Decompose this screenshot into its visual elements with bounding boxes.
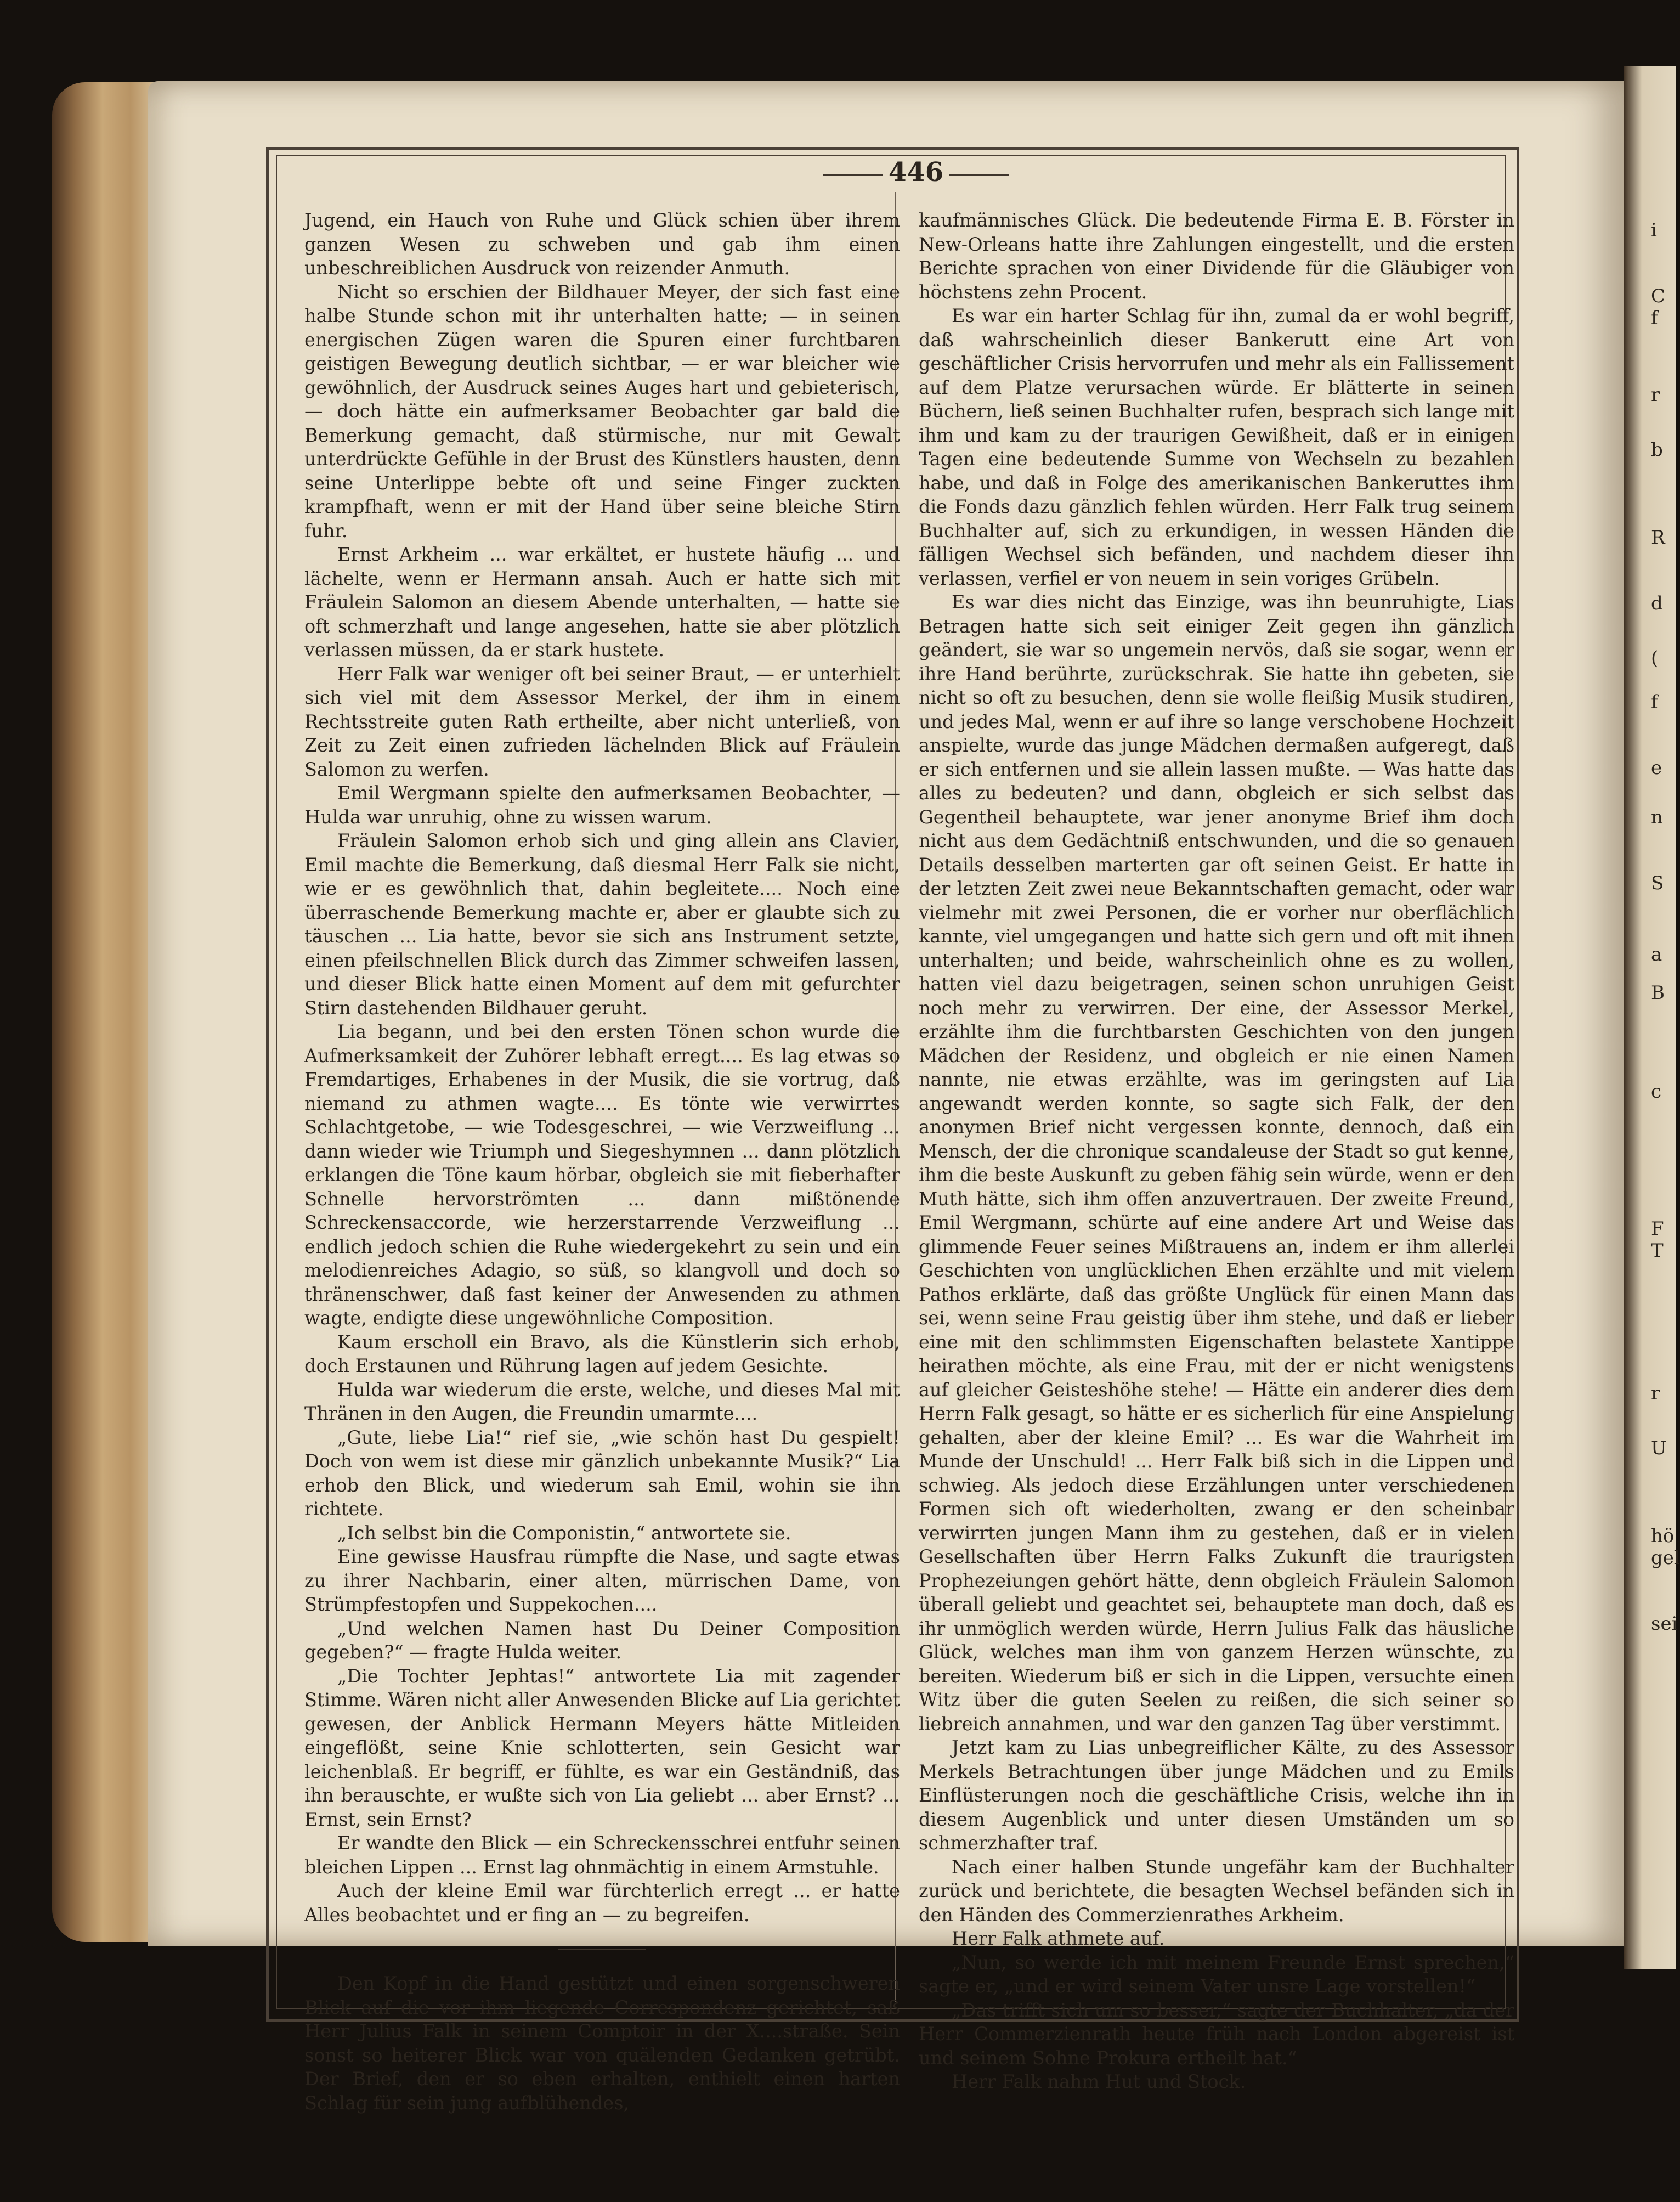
- paragraph: Den Kopf in die Hand gestützt und einen sorgenschweren Blick auf die vor ihm liegende Correspondenz gerichtet, saß Herr Julius Falk in seinem Comptoir in der X....straße. Sein sonst so heiterer Blick war von quälenden Gedanken getrübt. Der Brief, den er so eben erhalten, enthielt einen harten Schlag für sein jung aufblühendes,: [304, 1973, 900, 2114]
- paragraph: Fräulein Salomon erhob sich und ging allein ans Clavier, Emil machte die Bemerkung, daß diesmal Herr Falk sie nicht, wie er es gewöhnlich that, dahin begleitete.... Noch eine überraschende Bemerkung machte er, aber er glaubte sich zu täuschen ... Lia hatte, bevor sie sich ans Instrument setzte, einen pfeilschnellen Blick durch das Zimmer schweifen lassen, und dieser Blick hatte einen Moment auf dem mit gefurchter Stirn dastehenden Bildhauer geruht.: [304, 830, 900, 1019]
- next-page-fragment: r: [1651, 384, 1660, 406]
- next-page-fragment: S: [1651, 872, 1664, 894]
- paragraph: Jugend, ein Hauch von Ruhe und Glück schien über ihrem ganzen Wesen zu schweben und gab ihm einen unbeschreiblichen Ausdruck von reizender Anmuth.: [304, 210, 900, 279]
- next-page-fragment: c: [1651, 1081, 1662, 1103]
- next-page-fragment: a: [1651, 944, 1662, 966]
- page-number: 446: [888, 157, 944, 188]
- next-page-fragment: hö: [1651, 1525, 1675, 1547]
- paragraph: Emil Wergmann spielte den aufmerksamen Beobachter, — Hulda war unruhig, ohne zu wissen warum.: [304, 782, 900, 828]
- right-column: [919, 208, 1514, 2094]
- header-rule-right: [949, 174, 1009, 176]
- next-page-fragment: r: [1651, 1382, 1660, 1404]
- paragraph: „Ich selbst bin die Componistin,“ antwortete sie.: [337, 1522, 791, 1544]
- paragraph: Nicht so erschien der Bildhauer Meyer, der sich fast eine halbe Stunde schon mit ihr unterhalten hatte; — in seinen energischen Zügen waren die Spuren einer furchtbaren geistigen Bewegung deutlich sichtbar, — er war bleicher wie gewöhnlich, der Ausdruck seines Auges hart und gebieterisch, — doch hätte ein aufmerksamer Beobachter gar bald die Bemerkung gemacht, daß stürmische, nur mit Gewalt unterdrückte Gefühle in der Brust des Künstlers hausten, denn seine Unterlippe bebte oft und seine Finger zuckten krampfhaft, wenn er mit der Hand über seine bleiche Stirn fuhr.: [304, 281, 900, 541]
- paragraph: kaufmännisches Glück. Die bedeutende Firma E. B. Förster in New-Orleans hatte ihre Zahlungen eingestellt, und die ersten Berichte sprachen von einer Dividende für die Gläubiger von höchstens zehn Procent.: [919, 210, 1514, 303]
- next-page-fragment: e: [1651, 757, 1662, 779]
- paragraph: Er wandte den Blick — ein Schreckensschrei entfuhr seinen bleichen Lippen ... Ernst lag ohnmächtig in einem Armstuhle.: [304, 1832, 900, 1878]
- next-page-fragment: R: [1651, 527, 1665, 549]
- paragraph: „Die Tochter Jephtas!“ antwortete Lia mit zagender Stimme. Wären nicht aller Anwesenden Blicke auf Lia gerichtet gewesen, der Anblick Hermann Meyers hätte Mitleiden eingeflößt, seine Knie schlotterten, sein Gesicht war leichenblaß. Er begriff, er fühlte, es war ein Geständniß, das ihn berauschte, er wußte sich von Lia geliebt ... aber Ernst? ... Ernst, sein Ernst?: [304, 1665, 900, 1830]
- next-page-fragment: sei: [1651, 1613, 1678, 1635]
- paragraph: Auch der kleine Emil war fürchterlich erregt ... er hatte Alles beobachtet und er fing an — zu begreifen.: [304, 1880, 900, 1926]
- next-page-fragment: B: [1651, 982, 1665, 1004]
- next-page-fragment: f: [1651, 691, 1658, 713]
- paragraph: Es war ein harter Schlag für ihn, zumal da er wohl begriff, daß wahrscheinlich dieser Bankerutt eine Art von geschäftlicher Crisis hervorrufen und mehr als ein Fallissement auf dem Platze verursachen würde. Er blätterte in seinen Büchern, ließ seinen Buchhalter rufen, besprach sich lange mit ihm und kam zu der traurigen Gewißheit, daß er in einigen Tagen eine bedeutende Summe von Wechseln zu bezahlen habe, und daß in Folge des amerikanischen Bankeruttes ihm die Fonds dazu gänzlich fehlen würden. Herr Falk trug seinem Buchhalter auf, sich zu erkundigen, in wessen Händen die fälligen Wechsel sich befänden, und nachdem dieser ihn verlassen, verfiel er von neuem in sein voriges Grübeln.: [919, 305, 1514, 589]
- next-page-fragment: F: [1651, 1218, 1664, 1240]
- paragraph: Hulda war wiederum die erste, welche, und dieses Mal mit Thränen in den Augen, die Freundin umarmte....: [304, 1379, 900, 1424]
- paragraph: Ernst Arkheim ... war erkältet, er hustete häufig ... und lächelte, wenn er Hermann ansah. Auch er hatte sich mit Fräulein Salomon an diesem Abende unterhalten, — hatte sie oft schmerzhaft und lange angesehen, hatte sie aber plötzlich verlassen müssen, da er stark hustete.: [304, 544, 900, 660]
- section-divider-rule: [558, 1949, 646, 1950]
- next-page-fragment: f: [1651, 307, 1658, 329]
- paragraph: Eine gewisse Hausfrau rümpfte die Nase, und sagte etwas zu ihrer Nachbarin, einer alten, mürrischen Dame, von Strümpfestopfen und Suppekochen....: [304, 1546, 900, 1615]
- next-page-fragment: gel: [1651, 1547, 1680, 1569]
- paragraph: Jetzt kam zu Lias unbegreiflicher Kälte, zu des Assessor Merkels Betrachtungen über junge Mädchen und zu Emils Einflüsterungen noch die geschäftliche Crisis, welche ihn in diesem Augenblick und unter diesen Umständen um so schmerzhafter traf.: [919, 1737, 1514, 1854]
- next-page-fragment: T: [1651, 1240, 1664, 1262]
- paragraph: Herr Falk athmete auf.: [952, 1928, 1165, 1949]
- paragraph: „Nun, so werde ich mit meinem Freunde Ernst sprechen,“ sagte er, „und er wird seinem Vater unsre Lage vorstellen!“: [919, 1951, 1514, 1997]
- paragraph: Es war dies nicht das Einzige, was ihn beunruhigte, Lias Betragen hatte sich seit einiger Zeit gegen ihn gänzlich geändert, sie war so ungemein nervös, daß sie sogar, wenn er ihre Hand berührte, zurückschrak. Sie hatte ihn gebeten, sie nicht so oft zu besuchen, denn sie wolle fleißig Musik studiren, und jedes Mal, wenn er auf ihre so lange verschobene Hochzeit anspielte, wurde das junge Mädchen dermaßen aufgeregt, daß er sich entfernen und sie allein lassen mußte. — Was hatte das alles zu bedeuten? und dann, obgleich er sich selbst das Gegentheil behauptete, war jener anonyme Brief ihm doch nicht aus dem Gedächtniß entschwunden, und die so genauen Details desselben marterten gar oft seinen Geist. Er hatte in der letzten Zeit zwei neue Bekanntschaften gemacht, oder war vielmehr mit zwei Personen, die er vorher nur oberflächlich kannte, viel umgegangen und hatte sich gern und oft mit ihnen unterhalten; und beide, wahrscheinlich ohne es zu wollen, hatten viel dazu beigetragen, seinen schon unruhigen Geist noch mehr zu verwirren. Der eine, der Assessor Merkel, erzählte ihm die furchtbarsten Geschichten von den jungen Mädchen der Residenz, und obgleich er nie einen Namen nannte, nie etwas erzählte, was im geringsten auf Lia angewandt werden konnte, so sagte sich Falk, der den anonymen Brief nicht vergessen konnte, dennoch, daß ein Mensch, der die chronique scandaleuse der Stadt so gut kenne, ihm die beste Auskunft zu geben fähig sein würde, wenn er den Muth hätte, sich ihm offen anzuvertrauen. Der zweite Freund, Emil Wergmann, schürte auf eine andere Art und Weise das glimmende Feuer seines Mißtrauens an, indem er ihm allerlei Geschichten von unglücklichen Ehen erzählte und mit vielem Pathos erklärte, daß das größte Unglück für einen Mann das sei, wenn seine Frau geistig über ihm stehe, und daß er lieber eine mit den schlimmsten Eigenschaften belastete Xantippe heirathen möchte, als eine Frau, mit der er nicht wenigstens auf gleicher Geisteshöhe stehe! — Hätte ein anderer dies dem Herrn Falk gesagt, so hätte er es sicherlich für eine Anspielung gehalten, aber der kleine Emil? ... Es war die Wahrheit im Munde der Unschuld! ... Herr Falk biß sich in die Lippen und schwieg. Als jedoch diese Erzählungen unter verschiedenen Formen sich oft wiederholten, zwang er den scheinbar verwirrten jungen Mann ihm zu gestehen, daß er in vielen Gesellschaften über Herrn Falks Zukunft die traurigsten Prophezeiungen gehört hätte, denn obgleich Fräulein Salomon überall geliebt und geachtet sei, behauptete man doch, daß es ihr unmöglich werden würde, Herrn Julius Falk das häusliche Glück, welches man ihm von ganzem Herzen wünschte, zu bereiten. Wiederum biß er sich in die Lippen, versuchte einen Witz über die guten Seelen zu reißen, die sich seiner so liebreich annahmen, und war den ganzen Tag über verstimmt.: [919, 591, 1514, 1735]
- header-rule-left: [823, 174, 883, 176]
- paragraph: Herr Falk war weniger oft bei seiner Braut, — er unterhielt sich viel mit dem Assessor Merkel, der ihm in einem Rechtsstreite guten Rath ertheilte, aber nicht unterließ, von Zeit zu Zeit einen zufrieden lächelnden Blick auf Fräulein Salomon zu werfen.: [304, 663, 900, 780]
- paragraph: „Gute, liebe Lia!“ rief sie, „wie schön hast Du gespielt! Doch von wem ist diese mir gänzlich unbekannte Musik?“ Lia erhob den Blick, und wiederum sah Emil, wohin sie ihn richtete.: [304, 1426, 900, 1520]
- next-page-fragment: C: [1651, 285, 1666, 307]
- next-page-fragment: d: [1651, 592, 1663, 614]
- next-page-fragment: b: [1651, 439, 1663, 461]
- next-page-edge: [1624, 66, 1680, 1969]
- next-page-fragment: U: [1651, 1437, 1667, 1459]
- paragraph: Kaum erscholl ein Bravo, als die Künstlerin sich erhob, doch Erstaunen und Rührung lagen auf jedem Gesichte.: [304, 1331, 900, 1376]
- left-column: [304, 208, 900, 2115]
- paragraph: Lia begann, und bei den ersten Tönen schon wurde die Aufmerksamkeit der Zuhörer lebhaft erregt.... Es lag etwas so Fremdartiges, Erhabenes in der Musik, die sie vortrug, daß niemand zu athmen wagte.... Es tönte wie verwirrtes Schlachtgetobe, — wie Todesgeschrei, — wie Verzweiflung ... dann wieder wie Triumph und Siegeshymnen ... dann plötzlich erklangen die Töne kaum hörbar, obgleich sie mit fieberhafter Schnelle hervorströmten ... dann mißtönende Schreckensaccorde, wie herzerstarrende Verzweiflung ... endlich jedoch schien die Ruhe wiedergekehrt zu sein und ein melodienreiches Adagio, so süß, so klangvoll und doch so thränenschwer, daß fast keiner der Anwesenden zu athmen wagte, endigte diese ungewöhnliche Composition.: [304, 1021, 900, 1329]
- next-page-fragment: i: [1651, 219, 1657, 241]
- next-page-fragment: n: [1651, 806, 1663, 828]
- paragraph: „Das trifft sich um so besser,“ sagte der Buchhalter, „da der Herr Commerzienrath heute früh nach London abgereist ist und seinem Sohne Prokura ertheilt hat.“: [919, 1999, 1514, 2069]
- paragraph: Nach einer halben Stunde ungefähr kam der Buchhalter zurück und berichtete, die besagten Wechsel befänden sich in den Händen des Commerzienrathes Arkheim.: [919, 1856, 1514, 1926]
- next-page-fragment: (: [1651, 647, 1659, 669]
- paragraph: „Und welchen Namen hast Du Deiner Composition gegeben?“ — fragte Hulda weiter.: [304, 1617, 900, 1663]
- paragraph: Herr Falk nahm Hut und Stock.: [952, 2071, 1246, 2092]
